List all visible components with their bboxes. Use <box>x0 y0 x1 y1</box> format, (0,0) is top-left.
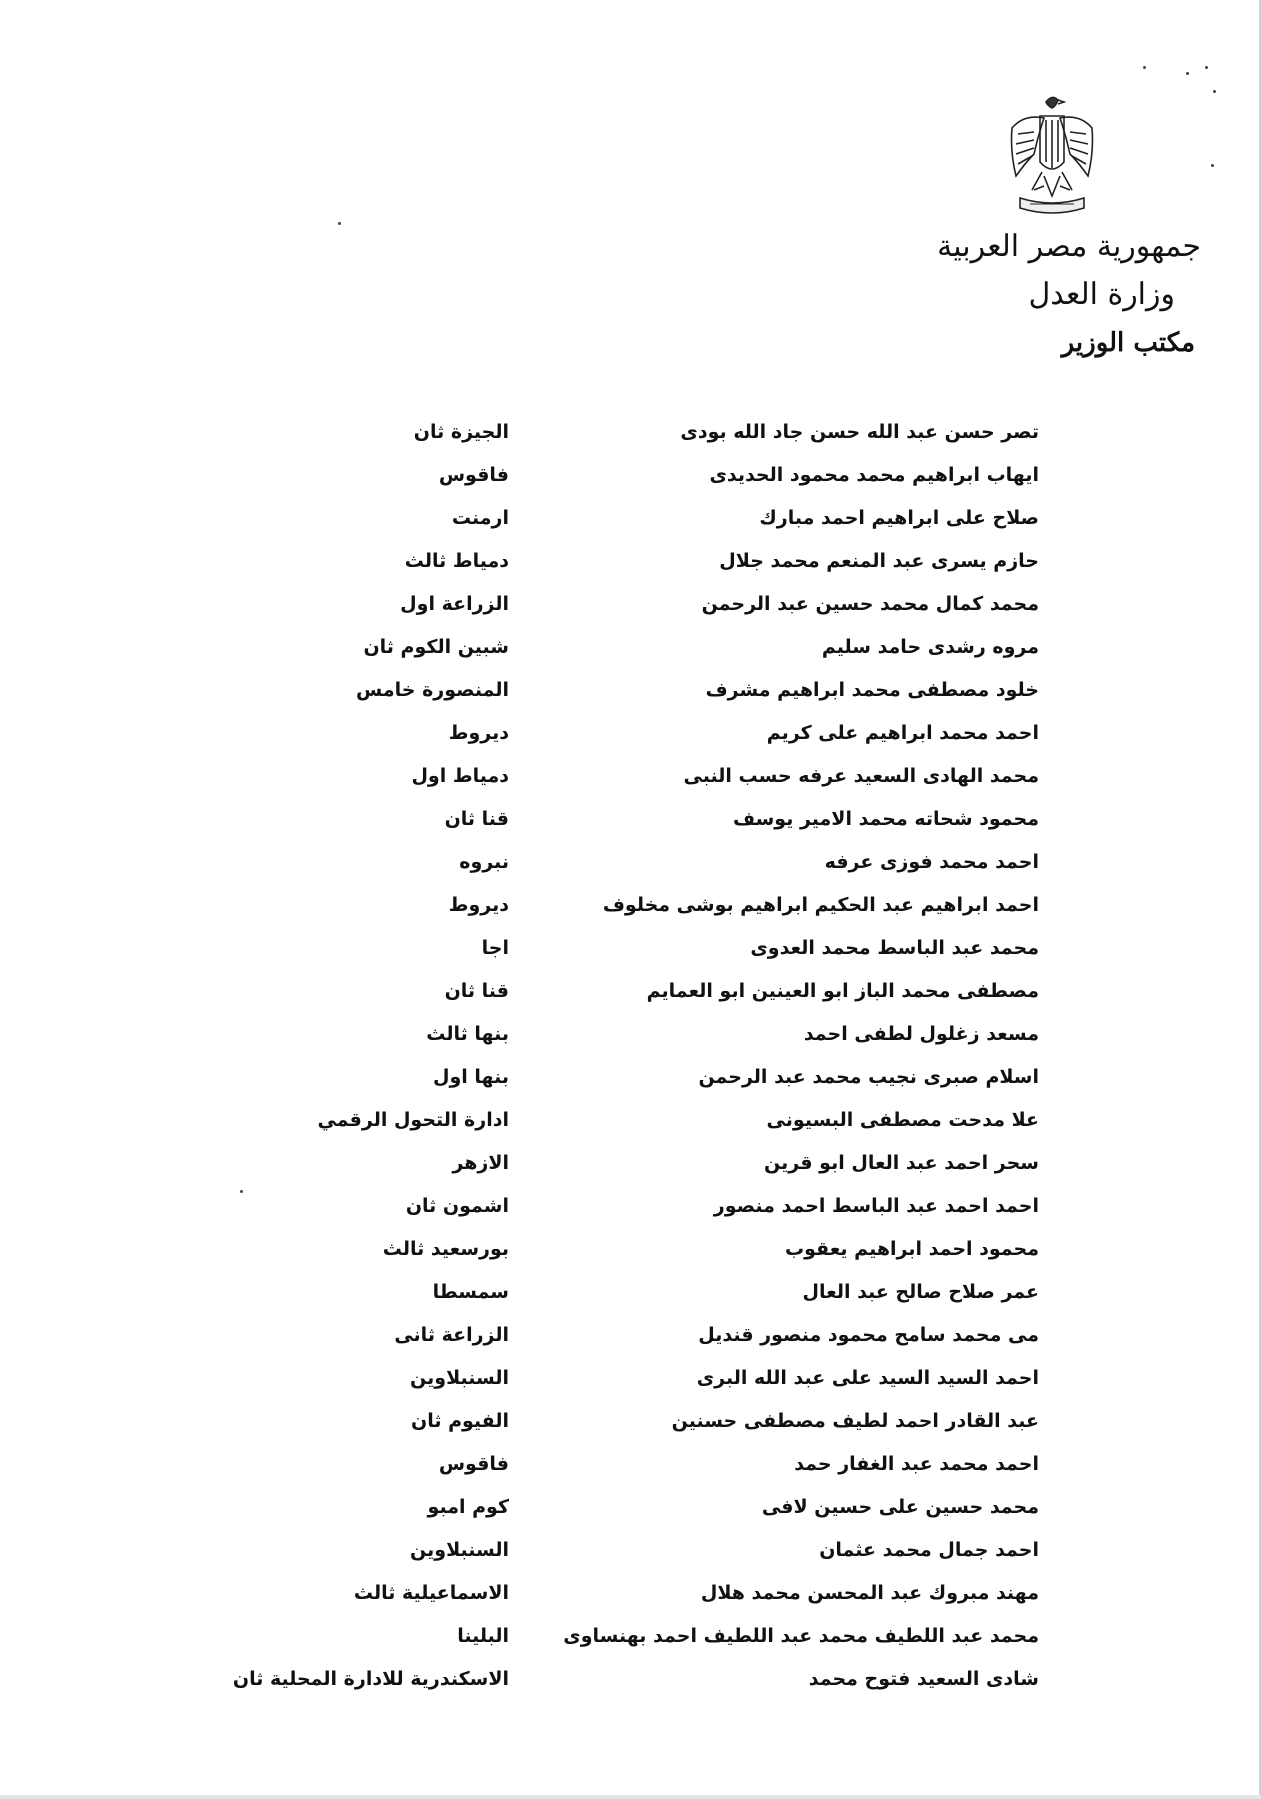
court-location: ادارة التحول الرقمي <box>317 1109 509 1131</box>
person-name: اسلام صبرى نجيب محمد عبد الرحمن <box>698 1066 1039 1088</box>
person-name: سحر احمد عبد العال ابو قرين <box>764 1152 1039 1174</box>
list-item <box>0 1143 1261 1183</box>
court-location: قنا ثان <box>444 980 509 1002</box>
person-name: عبد القادر احمد لطيف مصطفى حسنين <box>671 1410 1039 1432</box>
list-item <box>0 713 1261 753</box>
person-name: مى محمد سامح محمود منصور قنديل <box>698 1324 1039 1346</box>
ministry-title: وزارة العدل <box>1028 277 1175 312</box>
court-location: فاقوس <box>438 464 509 486</box>
court-location: البلينا <box>457 1625 509 1647</box>
letterhead <box>841 229 1201 376</box>
list-item <box>0 412 1261 452</box>
court-location: نبروه <box>459 851 509 873</box>
court-location: بورسعيد ثالث <box>382 1238 509 1260</box>
court-location: الزراعة ثانى <box>394 1324 509 1346</box>
list-item <box>0 1358 1261 1398</box>
person-name: محمد عبد اللطيف محمد عبد اللطيف احمد بهنساوى <box>563 1625 1039 1647</box>
person-name: مسعد زغلول لطفى احمد <box>803 1023 1039 1045</box>
person-name: شادى السعيد فتوح محمد <box>808 1668 1039 1690</box>
court-location: دمياط اول <box>411 765 509 787</box>
list-item <box>0 1573 1261 1613</box>
list-item <box>0 1315 1261 1355</box>
scan-speck <box>1211 164 1214 167</box>
court-location: ديروط <box>448 894 509 916</box>
person-name: مروه رشدى حامد سليم <box>821 636 1039 658</box>
person-name: محمود شحاته محمد الامير يوسف <box>732 808 1039 830</box>
person-name: محمد عبد الباسط محمد العدوى <box>750 937 1039 959</box>
scan-speck <box>338 222 341 225</box>
person-name: محمد الهادى السعيد عرفه حسب النبى <box>683 765 1039 787</box>
person-name: احمد احمد عبد الباسط احمد منصور <box>713 1195 1039 1217</box>
list-item <box>0 1272 1261 1312</box>
court-location: ارمنت <box>451 507 509 529</box>
person-name: عمر صلاح صالح عبد العال <box>802 1281 1039 1303</box>
person-name: احمد جمال محمد عثمان <box>819 1539 1039 1561</box>
scan-speck <box>1186 72 1189 75</box>
person-name: مصطفى محمد الباز ابو العينين ابو العمايم <box>646 980 1039 1002</box>
roster-list <box>0 412 1261 1702</box>
list-item <box>0 627 1261 667</box>
court-location: الاسماعيلية ثالث <box>353 1582 509 1604</box>
court-location: ديروط <box>448 722 509 744</box>
list-item <box>0 1057 1261 1097</box>
list-item <box>0 455 1261 495</box>
court-location: الفيوم ثان <box>410 1410 509 1432</box>
person-name: احمد محمد ابراهيم على كريم <box>766 722 1039 744</box>
court-location: السنبلاوين <box>410 1367 509 1389</box>
person-name: احمد محمد فوزى عرفه <box>824 851 1039 873</box>
list-item <box>0 1014 1261 1054</box>
court-location: دمياط ثالث <box>404 550 509 572</box>
list-item <box>0 842 1261 882</box>
court-location: قنا ثان <box>444 808 509 830</box>
court-location: سمسطا <box>432 1281 509 1303</box>
person-name: تصر حسن عبد الله حسن جاد الله بودى <box>680 421 1039 443</box>
court-location: الازهر <box>452 1152 509 1174</box>
list-item <box>0 584 1261 624</box>
court-location: بنها اول <box>433 1066 509 1088</box>
list-item <box>0 1616 1261 1656</box>
court-location: الجيزة ثان <box>413 421 509 443</box>
person-name: ايهاب ابراهيم محمد محمود الحديدى <box>709 464 1039 486</box>
person-name: احمد السيد السيد على عبد الله البرى <box>696 1367 1039 1389</box>
court-location: اشمون ثان <box>405 1195 509 1217</box>
person-name: احمد ابراهيم عبد الحكيم ابراهيم بوشى مخلوف <box>602 894 1039 916</box>
person-name: خلود مصطفى محمد ابراهيم مشرف <box>705 679 1039 701</box>
list-item <box>0 670 1261 710</box>
republic-title: جمهورية مصر العربية <box>937 229 1201 264</box>
court-location: فاقوس <box>438 1453 509 1475</box>
list-item <box>0 971 1261 1011</box>
list-item <box>0 756 1261 796</box>
scan-speck <box>1213 90 1216 93</box>
list-item <box>0 1530 1261 1570</box>
court-location: كوم امبو <box>427 1496 509 1518</box>
person-name: محمد كمال محمد حسين عبد الرحمن <box>701 593 1039 615</box>
list-item <box>0 541 1261 581</box>
list-item <box>0 1100 1261 1140</box>
list-item <box>0 1401 1261 1441</box>
court-location: الاسكندرية للادارة المحلية ثان <box>232 1668 509 1690</box>
list-item <box>0 799 1261 839</box>
court-location: المنصورة خامس <box>356 679 509 701</box>
office-title: مكتب الوزير <box>1061 328 1195 358</box>
scan-edge-bottom <box>0 1795 1261 1799</box>
list-item <box>0 885 1261 925</box>
court-location: بنها ثالث <box>426 1023 509 1045</box>
court-location: شبين الكوم ثان <box>363 636 509 658</box>
scan-speck <box>1205 66 1208 69</box>
list-item <box>0 1659 1261 1699</box>
person-name: احمد محمد عبد الغفار حمد <box>794 1453 1039 1475</box>
list-item <box>0 1186 1261 1226</box>
list-item <box>0 1229 1261 1269</box>
person-name: حازم يسرى عبد المنعم محمد جلال <box>719 550 1039 572</box>
list-item <box>0 1487 1261 1527</box>
person-name: محمود احمد ابراهيم يعقوب <box>785 1238 1039 1260</box>
court-location: السنبلاوين <box>410 1539 509 1561</box>
court-location: اجا <box>481 937 509 959</box>
list-item <box>0 1444 1261 1484</box>
list-item <box>0 928 1261 968</box>
scan-speck <box>1143 66 1146 69</box>
list-item <box>0 498 1261 538</box>
person-name: صلاح على ابراهيم احمد مبارك <box>759 507 1039 529</box>
person-name: علا مدحت مصطفى البسيونى <box>766 1109 1039 1131</box>
egypt-eagle-emblem-icon <box>1004 92 1100 226</box>
person-name: مهند مبروك عبد المحسن محمد هلال <box>700 1582 1039 1604</box>
court-location: الزراعة اول <box>400 593 509 615</box>
person-name: محمد حسين على حسين لافى <box>761 1496 1039 1518</box>
